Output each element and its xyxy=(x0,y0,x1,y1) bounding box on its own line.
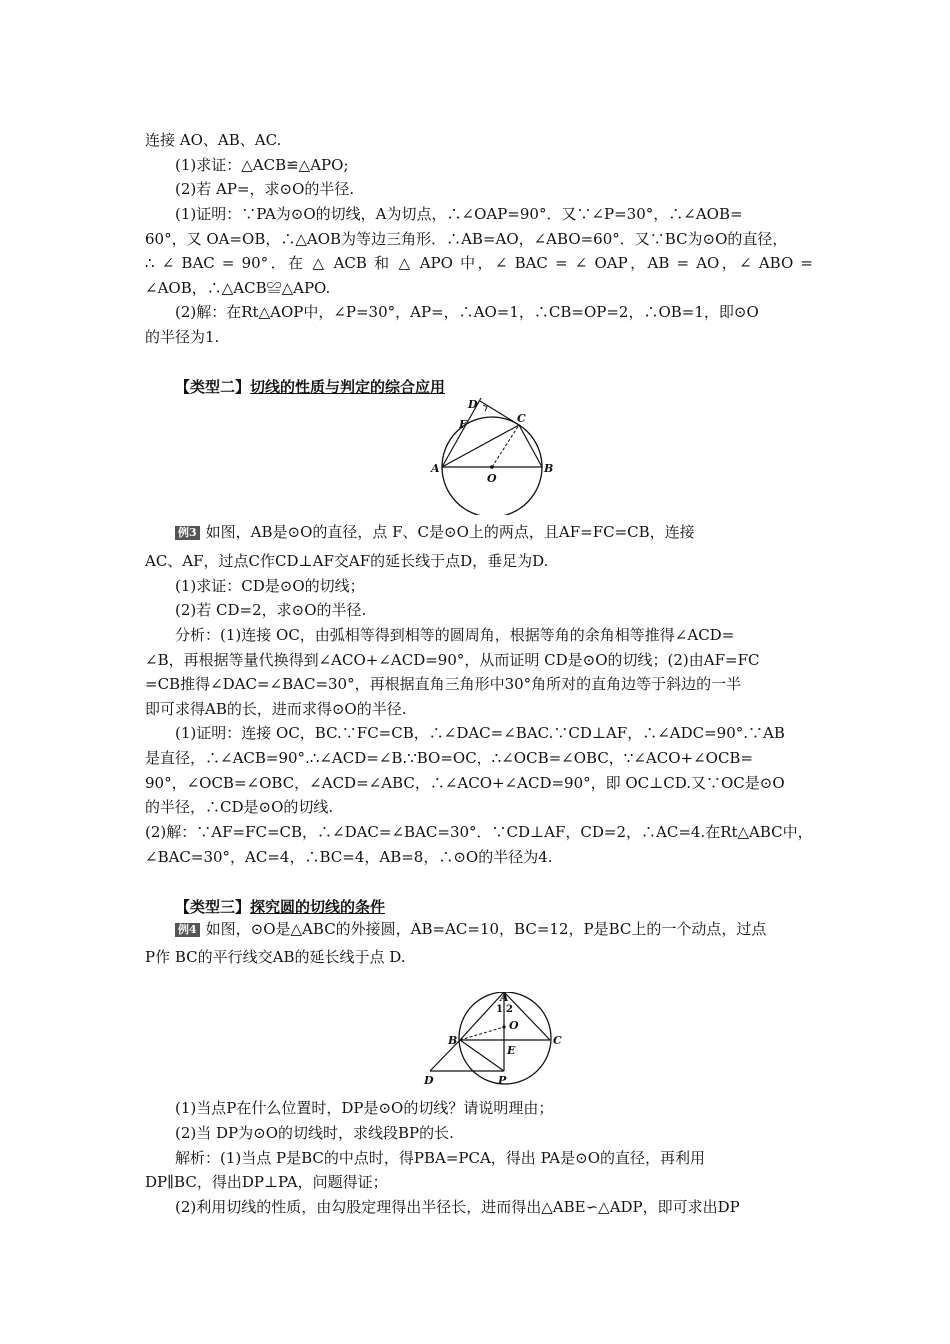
text-line: (1)证明：∵PA为⊙O的切线，A为切点，∴∠OAP=90°．又∵∠P=30°，∴∠AOB= xyxy=(175,205,743,223)
text-line: (2)当 DP为⊙O的切线时，求线段BP的长. xyxy=(175,1124,454,1142)
text-line: 分析：(1)连接 OC，由弧相等得到相等的圆周角，根据等角的余角相等推得∠ACD= xyxy=(175,626,735,644)
text-line: (2)解：在Rt△AOP中，∠P=30°，AP=，∴AO=1，∴CB=OP=2，∴OB=1，即⊙O xyxy=(175,303,759,321)
text-line: ∠BAC=30°，AC=4，∴BC=4，AB=8，∴⊙O的半径为4. xyxy=(145,848,553,866)
text-line: (1)求证：CD是⊙O的切线； xyxy=(175,577,365,595)
text-line: ∠AOB，∴△ACB≌△APO. xyxy=(145,279,331,297)
text-line: ∠B，再根据等量代换得到∠ACO+∠ACD=90°，从而证明 CD是⊙O的切线；(2)由AF=FC xyxy=(145,651,760,669)
text-line: =CB推得∠DAC=∠BAC=30°，再根据直角三角形中30°角所对的直角边等于斜边的一半 xyxy=(145,675,742,693)
fig-label-c: C xyxy=(517,412,526,425)
text-line: AC、AF，过点C作CD⊥AF交AF的延长线于点D，垂足为D. xyxy=(145,552,549,570)
text-line: 90°，∠OCB=∠OBC，∠ACD=∠ABC，∴∠ACO+∠ACD=90°，即 OC⊥CD.又∵OC是⊙O xyxy=(145,774,785,792)
figure-circle-tangent xyxy=(425,395,565,515)
fig-label-o: O xyxy=(487,472,497,485)
text-line: 的半径为1. xyxy=(145,328,220,346)
fig-label-o: O xyxy=(509,1019,519,1032)
text-line: (2)利用切线的性质，由勾股定理得出半径长，进而得出△ABE∽△ADP，即可求出DP xyxy=(175,1198,740,1216)
example-tag: 例3 xyxy=(175,526,200,540)
example-line xyxy=(175,521,695,543)
text-line: 60°，又 OA=OB，∴△AOB为等边三角形．∴AB=AO，∠ABO=60°．又∵BC为⊙O的直径， xyxy=(145,230,788,248)
text-line: 即可求得AB的长，进而求得⊙O的半径. xyxy=(145,700,407,718)
section-title: 切线的性质与判定的综合应用 xyxy=(250,378,446,396)
text-line: P作 BC的平行线交AB的延长线于点 D. xyxy=(145,948,406,966)
fig-label-b: B xyxy=(448,1034,458,1047)
example-tag: 例4 xyxy=(175,923,200,937)
text-line: (2)若 AP=，求⊙O的半径. xyxy=(175,180,355,198)
section-heading xyxy=(175,376,445,398)
fig-label-d: D xyxy=(468,398,478,411)
fig-label-b: B xyxy=(544,462,554,475)
text-line: 是直径，∴∠ACB=90°.∴∠ACD=∠B.∵BO=OC，∴∠OCB=∠OBC，∵∠ACO+∠OCB= xyxy=(145,749,754,767)
text-line: ∴ ∠ BAC = 90°．在 △ ACB 和 △ APO 中，∠ BAC = ∠ OAP，AB = AO，∠ ABO = xyxy=(145,254,813,272)
fig-label-d: D xyxy=(424,1074,434,1087)
text-line: (2)若 CD=2，求⊙O的半径. xyxy=(175,601,367,619)
section-title: 探究圆的切线的条件 xyxy=(250,898,386,916)
fig-label-f: F xyxy=(459,418,467,431)
example-line xyxy=(175,918,766,940)
section-prefix: 【类型二】 xyxy=(175,378,251,396)
text-line: 解析：(1)当点 P是BC的中点时，得PBA=PCA，得出 PA是⊙O的直径，再利用 xyxy=(175,1149,705,1167)
fig-label-e: E xyxy=(507,1044,516,1057)
fig-label-p: P xyxy=(498,1074,507,1087)
fig-label-2: 2 xyxy=(506,1004,513,1015)
section-prefix: 【类型三】 xyxy=(175,898,251,916)
fig-label-a: A xyxy=(500,992,509,1004)
text-line: 连接 AO、AB、AC. xyxy=(145,131,282,149)
text-line: (1)证明：连接 OC，BC.∵FC=CB，∴∠DAC=∠BAC.∵CD⊥AF，∴∠ADC=90°.∵AB xyxy=(175,724,785,742)
figure-circumcircle xyxy=(420,992,570,1087)
section-heading xyxy=(175,896,385,918)
text-line: 如图，⊙O是△ABC的外接圆，AB=AC=10，BC=12，P是BC上的一个动点，过点 xyxy=(205,920,767,938)
text-line: (2)解：∵AF=FC=CB，∴∠DAC=∠BAC=30°．∵CD⊥AF，CD=2，∴AC=4.在Rt△ABC中， xyxy=(145,823,813,841)
text-line: DP∥BC，得出DP⊥PA，问题得证； xyxy=(145,1173,388,1191)
text-line: (1)当点P在什么位置时，DP是⊙O的切线？请说明理由； xyxy=(175,1099,554,1117)
text-line: (1)求证：△ACB≌△APO; xyxy=(175,156,349,174)
fig-label-1: 1 xyxy=(496,1004,503,1015)
text-line: 的半径，∴CD是⊙O的切线. xyxy=(145,798,334,816)
fig-label-a: A xyxy=(431,462,440,475)
text-line: 如图，AB是⊙O的直径，点 F、C是⊙O上的两点，且AF=FC=CB，连接 xyxy=(205,523,695,541)
fig-label-c: C xyxy=(553,1034,562,1047)
